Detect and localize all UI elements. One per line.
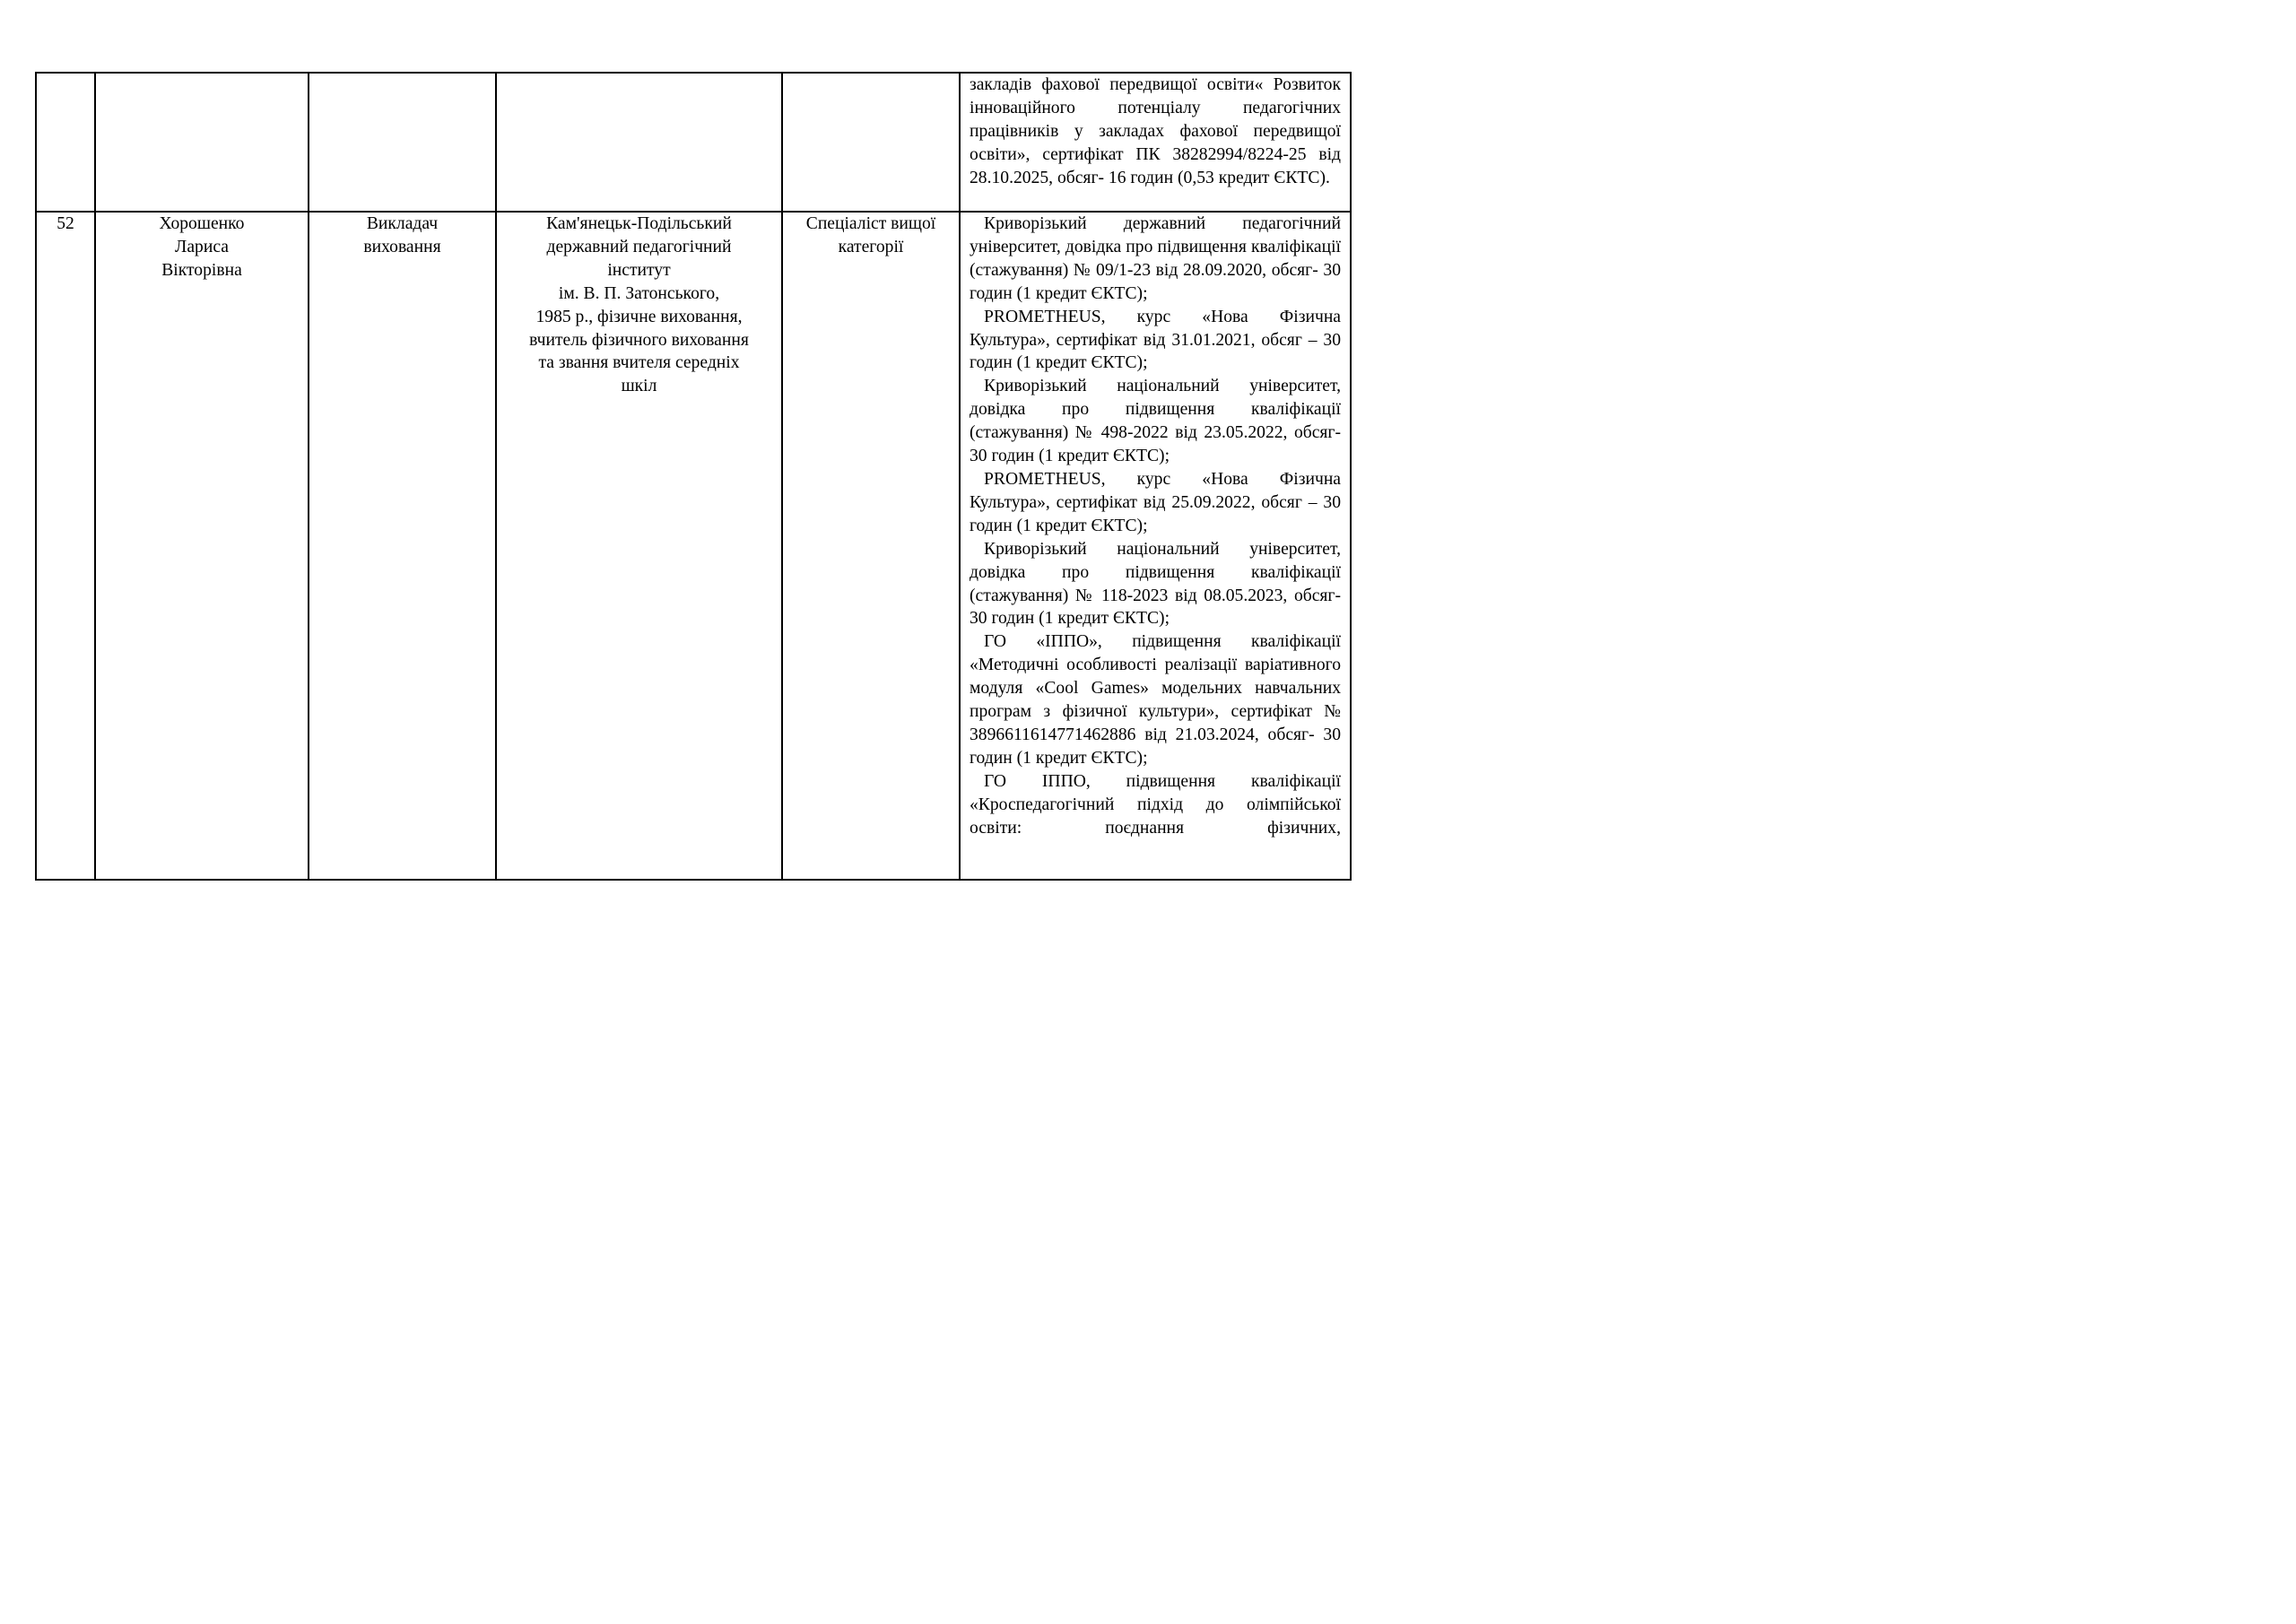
first-name: Лариса: [175, 237, 229, 256]
qualification-item-6: ГО «ІППО», підвищення кваліфікації «Методичні особливості реалізації варіативного модуля «Cool Games» модельних навчальних програм з фізичної культури», сертифікат № 3896611614771462886 від 21.03.2024, обсяг- 30 годин (1 кредит ЄКТС);: [970, 632, 1341, 768]
cell-position: [309, 212, 496, 880]
position-line-1: Викладач: [366, 214, 439, 233]
education-line-7: та звання вчителя середніх: [538, 353, 740, 373]
education-line-4: ім. В. П. Затонського,: [558, 283, 720, 303]
row-number: 52: [57, 214, 74, 233]
position-line-2: виховання: [363, 237, 441, 256]
education-line-1: Кам'янецьк-Подільський: [546, 214, 732, 233]
cell-qualification: [960, 212, 1351, 880]
cell-education-empty: [496, 73, 782, 212]
surname: Хорошенко: [159, 214, 245, 233]
cell-category-empty: [782, 73, 960, 212]
category-line-1: Спеціаліст вищої: [805, 214, 936, 233]
cell-category: [782, 212, 960, 880]
education-line-2: державний педагогічний: [546, 237, 732, 256]
cell-number-empty: [36, 73, 95, 212]
cell-education: [496, 212, 782, 880]
qualification-item-5: Криворізький національний університет, довідка про підвищення кваліфікації (стажування) № 118-2023 від 08.05.2023, обсяг- 30 годин (1 кредит ЄКТС);: [970, 539, 1341, 629]
education-line-5: 1985 р., фізичне виховання,: [535, 307, 743, 326]
cell-qualification-continuation: [960, 73, 1351, 212]
table-row-continuation: [36, 73, 1351, 212]
education-line-6: вчитель фізичного виховання: [529, 330, 749, 350]
qualification-item-1: Криворізький державний педагогічний університет, довідка про підвищення кваліфікації (стажування) № 09/1-23 від 28.09.2020, обсяг- 30 годин (1 кредит ЄКТС);: [970, 214, 1341, 303]
cell-full-name: [95, 212, 309, 880]
qualification-item-4: PROMETHEUS, курс «Нова Фізична Культура», сертифікат від 25.09.2022, обсяг – 30 годин (1 кредит ЄКТС);: [970, 469, 1341, 535]
cell-position-empty: [309, 73, 496, 212]
qualification-item-3: Криворізький національний університет, довідка про підвищення кваліфікації (стажування) № 498-2022 від 23.05.2022, обсяг- 30 годин (1 кредит ЄКТС);: [970, 377, 1341, 466]
qualification-item-7: ГО ІППО, підвищення кваліфікації «Кроспедагогічний підхід до олімпійської освіти: поєднання фізичних,: [970, 771, 1341, 838]
category-line-2: категорії: [838, 237, 904, 256]
patronymic: Вікторівна: [161, 260, 242, 280]
staff-table: [35, 72, 1352, 881]
education-line-3: інститут: [607, 260, 671, 280]
cell-row-number: [36, 212, 95, 880]
qualification-item-2: PROMETHEUS, курс «Нова Фізична Культура», сертифікат від 31.01.2021, обсяг – 30 годин (1 кредит ЄКТС);: [970, 307, 1341, 373]
qualification-continuation-text: закладів фахової передвищої освіти« Розвиток інноваційного потенціалу педагогічних працівників у закладах фахової передвищої освіти», сертифікат ПК 38282994/8224-25 від 28.10.2025, обсяг- 16 годин (0,53 кредит ЄКТС).: [970, 75, 1341, 187]
table-row-52: [36, 212, 1351, 880]
education-line-8: шкіл: [621, 377, 657, 396]
cell-name-empty: [95, 73, 309, 212]
